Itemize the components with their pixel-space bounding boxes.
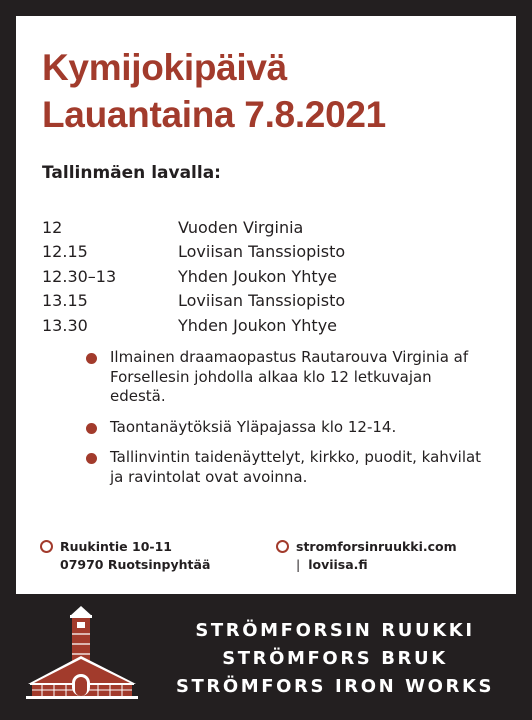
title-line-2: Lauantaina 7.8.2021 xyxy=(42,94,386,135)
event-title xyxy=(42,44,386,138)
title-line-1: Kymijokipäivä xyxy=(42,47,287,88)
info-bullets xyxy=(86,348,486,498)
schedule-act: Yhden Joukon Yhtye xyxy=(178,266,337,286)
schedule-row xyxy=(42,289,502,314)
schedule-act: Loviisan Tanssiopisto xyxy=(178,291,346,311)
web-block xyxy=(276,538,457,574)
schedule-time: 12.30–13 xyxy=(42,266,117,286)
schedule-row xyxy=(42,313,502,338)
location-ring-icon xyxy=(40,540,53,553)
website-link[interactable]: stromforsinruukki.com xyxy=(296,539,457,554)
schedule-time: 13.15 xyxy=(42,291,88,311)
schedule-row xyxy=(42,264,502,289)
schedule-time: 13.30 xyxy=(42,315,88,335)
address-block xyxy=(40,538,210,574)
ironworks-tower-logo xyxy=(24,604,140,700)
schedule-row xyxy=(42,215,502,240)
web-ring-icon xyxy=(276,540,289,553)
schedule-act: Vuoden Virginia xyxy=(178,217,304,237)
info-bullet xyxy=(86,348,486,407)
bullet-dot-icon xyxy=(86,353,97,364)
info-bullet xyxy=(86,448,486,487)
bullet-dot-icon xyxy=(86,423,97,434)
brand-line-fi: STRÖMFORSIN RUUKKI xyxy=(195,620,475,641)
schedule-time: 12 xyxy=(42,217,63,237)
stage-heading: Tallinmäen lavalla: xyxy=(42,163,221,183)
info-bullet xyxy=(86,418,486,438)
schedule-act: Yhden Joukon Yhtye xyxy=(178,315,337,335)
bullet-dot-icon xyxy=(86,453,97,464)
address-city: 07970 Ruotsinpyhtää xyxy=(60,557,211,572)
website-link-2[interactable]: loviisa.fi xyxy=(308,557,368,572)
schedule-act: Loviisan Tanssiopisto xyxy=(178,242,346,262)
schedule-list xyxy=(42,215,502,338)
address-street: Ruukintie 10-11 xyxy=(60,539,172,554)
brand-line-sv: STRÖMFORS BRUK xyxy=(222,648,448,669)
poster-card xyxy=(16,16,516,594)
bullet-text: Tallinvintin taidenäyttelyt, kirkko, puodit, kahvilat ja ravintolat ovat avoinna. xyxy=(110,448,482,486)
brand-line-en: STRÖMFORS IRON WORKS xyxy=(175,676,495,697)
bullet-text: Ilmainen draamaopastus Rautarouva Virginia af Forsellesin johdolla alkaa klo 12 letkuvajan edestä. xyxy=(110,348,469,405)
brand-wordmark xyxy=(160,617,510,701)
schedule-time: 12.15 xyxy=(42,242,88,262)
bullet-text: Taontanäytöksiä Yläpajassa klo 12-14. xyxy=(110,417,397,436)
web-separator: | xyxy=(296,557,301,572)
schedule-row xyxy=(42,240,502,265)
